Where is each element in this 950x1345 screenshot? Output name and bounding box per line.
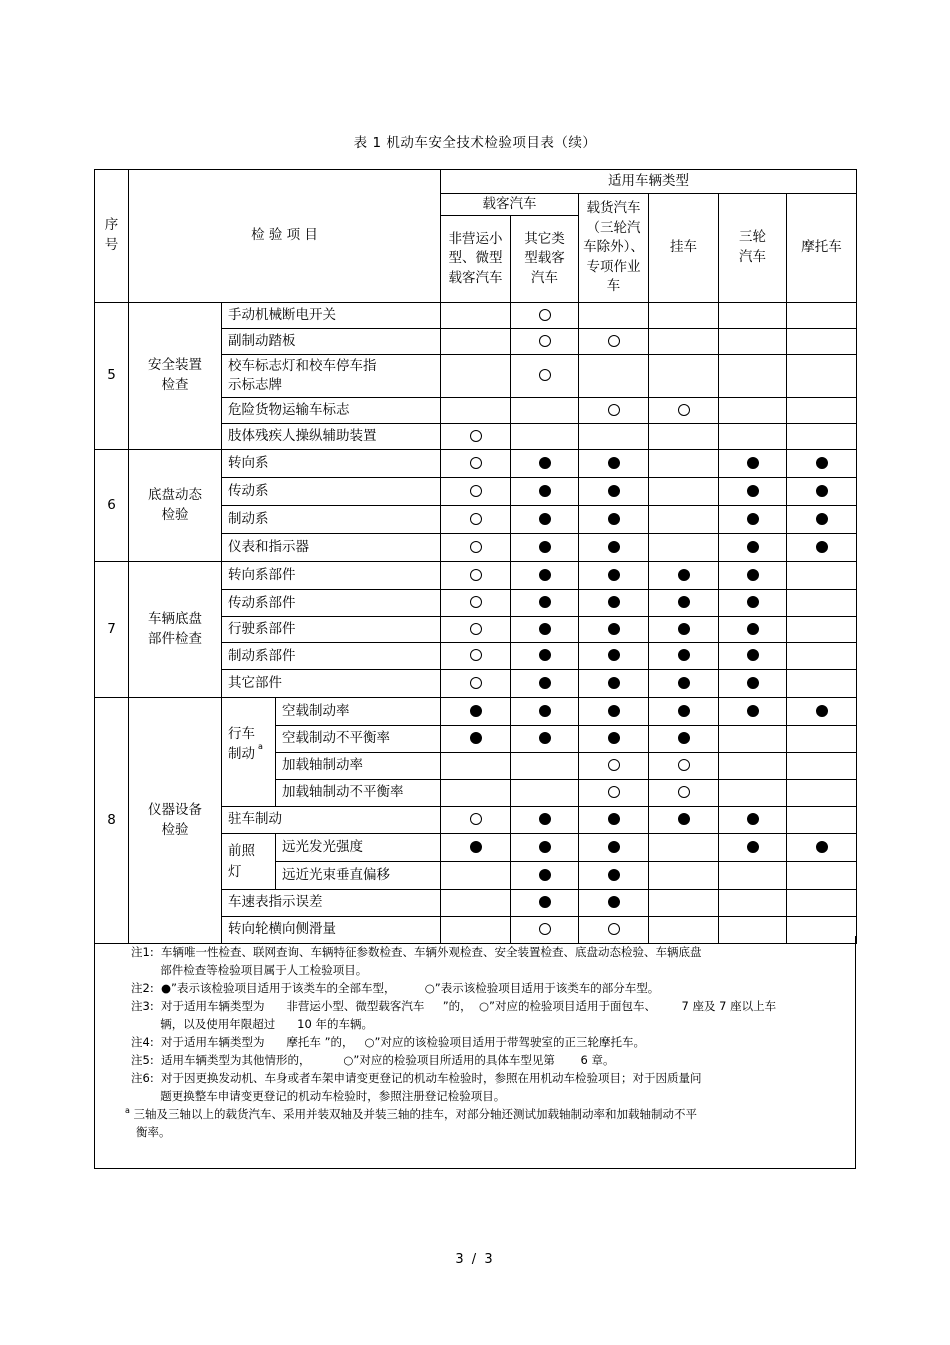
- mark-cell: [441, 590, 511, 617]
- mark-cell: [579, 590, 649, 617]
- partial-applicable-icon: [470, 649, 482, 661]
- mark-cell: [787, 506, 857, 534]
- mark-cell: [511, 753, 579, 780]
- mark-cell: [719, 617, 787, 643]
- mark-cell: [649, 807, 719, 834]
- mark-cell: [787, 617, 857, 643]
- mark-cell: [579, 303, 649, 329]
- mark-cell: [649, 643, 719, 670]
- header-item-text: 检 验 项 目: [251, 227, 318, 244]
- header-col2: 其它类 型载客 汽车: [511, 216, 579, 303]
- mark-cell: [511, 424, 579, 450]
- mark-cell: [441, 834, 511, 862]
- full-applicable-icon: [747, 541, 759, 553]
- mark-cell: [579, 450, 649, 478]
- partial-applicable-icon: [608, 335, 620, 347]
- mark-cell: [441, 780, 511, 807]
- full-applicable-icon: [539, 569, 551, 581]
- mark-cell: [441, 698, 511, 726]
- item-name: 远光发光强度: [276, 834, 441, 862]
- partial-applicable-icon: [608, 759, 620, 771]
- mark-cell: [787, 780, 857, 807]
- item-name: 校车标志灯和校车停车指 示标志牌: [222, 355, 441, 398]
- mark-cell: [441, 617, 511, 643]
- footnote: [125, 1105, 847, 1141]
- item-name: 副制动踏板: [222, 329, 441, 355]
- mark-cell: [719, 726, 787, 753]
- mark-cell: [511, 862, 579, 890]
- mark-cell: [719, 562, 787, 590]
- partial-applicable-icon: [470, 623, 482, 635]
- mark-cell: [511, 698, 579, 726]
- full-applicable-icon: [608, 813, 620, 825]
- header-col1: 非营运小 型、微型 载客汽车: [441, 216, 511, 303]
- full-applicable-icon: [608, 569, 620, 581]
- mark-cell: [787, 698, 857, 726]
- full-applicable-icon: [747, 513, 759, 525]
- mark-cell: [787, 643, 857, 670]
- mark-cell: [649, 753, 719, 780]
- full-applicable-icon: [678, 623, 690, 635]
- mark-cell: [649, 329, 719, 355]
- mark-cell: [649, 670, 719, 698]
- mark-cell: [649, 780, 719, 807]
- full-applicable-icon: [678, 677, 690, 689]
- full-applicable-icon: [678, 705, 690, 717]
- header-item: [129, 170, 441, 303]
- mark-cell: [579, 424, 649, 450]
- partial-applicable-icon: [470, 513, 482, 525]
- mark-cell: [787, 355, 857, 398]
- mark-cell: [719, 590, 787, 617]
- full-applicable-icon: [678, 649, 690, 661]
- full-applicable-icon: [608, 649, 620, 661]
- item-name: 远近光束垂直偏移: [276, 862, 441, 890]
- mark-cell: [719, 478, 787, 506]
- mark-cell: [441, 562, 511, 590]
- table-row: [95, 450, 857, 478]
- mark-cell: [787, 303, 857, 329]
- mark-cell: [441, 450, 511, 478]
- mark-cell: [719, 807, 787, 834]
- brake-label-text: 行车 制动: [228, 726, 255, 763]
- mark-cell: [441, 303, 511, 329]
- item-name: 空载制动率: [276, 698, 441, 726]
- full-applicable-icon: [608, 485, 620, 497]
- mark-cell: [511, 890, 579, 917]
- note-item: 注1: 车辆唯一性检查、联网查询、车辆特征参数检查、车辆外观检查、安全装置检查、底盘动态检验、车辆底盘 部件检查等检验项目属于人工检验项目。: [131, 945, 702, 977]
- mark-cell: [579, 562, 649, 590]
- mark-cell: [511, 303, 579, 329]
- partial-applicable-icon: [539, 335, 551, 347]
- full-applicable-icon: [470, 732, 482, 744]
- group-number: 5: [95, 303, 129, 450]
- full-applicable-icon: [539, 869, 551, 881]
- table-row: [95, 698, 857, 726]
- mark-cell: [441, 862, 511, 890]
- mark-cell: [649, 303, 719, 329]
- notes-list: [131, 943, 847, 1105]
- full-applicable-icon: [816, 705, 828, 717]
- full-applicable-icon: [539, 841, 551, 853]
- header-col6: 摩托车: [787, 194, 857, 303]
- item-name: 空载制动不平衡率: [276, 726, 441, 753]
- mark-cell: [649, 478, 719, 506]
- group-name: 底盘动态 检验: [129, 450, 222, 562]
- full-applicable-icon: [747, 677, 759, 689]
- page-number: 3 / 3: [455, 1252, 495, 1267]
- full-applicable-icon: [608, 677, 620, 689]
- mark-cell: [511, 780, 579, 807]
- mark-cell: [579, 329, 649, 355]
- item-name: 肢体残疾人操纵辅助装置: [222, 424, 441, 450]
- mark-cell: [787, 329, 857, 355]
- mark-cell: [511, 450, 579, 478]
- item-name: 传动系部件: [222, 590, 441, 617]
- item-name: 转向轮横向侧滑量: [222, 917, 441, 944]
- mark-cell: [511, 617, 579, 643]
- full-applicable-icon: [608, 457, 620, 469]
- mark-cell: [441, 329, 511, 355]
- mark-cell: [579, 398, 649, 424]
- item-name: 转向系: [222, 450, 441, 478]
- mark-cell: [579, 862, 649, 890]
- item-name: 仪表和指示器: [222, 534, 441, 562]
- brake-footnote-mark: a: [258, 742, 263, 752]
- mark-cell: [787, 726, 857, 753]
- mark-cell: [719, 780, 787, 807]
- mark-cell: [787, 450, 857, 478]
- group-name: 仪器设备 检验: [129, 698, 222, 944]
- mark-cell: [719, 890, 787, 917]
- mark-cell: [649, 562, 719, 590]
- full-applicable-icon: [608, 896, 620, 908]
- mark-cell: [787, 834, 857, 862]
- mark-cell: [649, 834, 719, 862]
- mark-cell: [441, 753, 511, 780]
- header-col3: 载货汽车 （三轮汽 车除外）、 专项作业 车: [579, 194, 649, 303]
- mark-cell: [787, 862, 857, 890]
- group-number: 7: [95, 562, 129, 698]
- mark-cell: [579, 698, 649, 726]
- header-applicable: 适用车辆类型: [441, 170, 857, 194]
- mark-cell: [441, 670, 511, 698]
- partial-applicable-icon: [608, 786, 620, 798]
- brake-label: [222, 698, 276, 807]
- mark-cell: [719, 534, 787, 562]
- mark-cell: [579, 780, 649, 807]
- full-applicable-icon: [539, 513, 551, 525]
- mark-cell: [441, 890, 511, 917]
- mark-cell: [787, 398, 857, 424]
- mark-cell: [579, 834, 649, 862]
- mark-cell: [511, 478, 579, 506]
- mark-cell: [441, 726, 511, 753]
- mark-cell: [441, 355, 511, 398]
- partial-applicable-icon: [470, 430, 482, 442]
- mark-cell: [511, 534, 579, 562]
- full-applicable-icon: [539, 485, 551, 497]
- full-applicable-icon: [608, 732, 620, 744]
- full-applicable-icon: [816, 485, 828, 497]
- full-applicable-icon: [747, 841, 759, 853]
- footnote-text: 三轴及三轴以上的载货汽车、采用并装双轴及并装三轴的挂车，对部分轴还测试加载轴制动率和加载轴制动不平 衡率。: [133, 1107, 698, 1139]
- partial-applicable-icon: [470, 569, 482, 581]
- partial-applicable-icon: [470, 813, 482, 825]
- full-applicable-icon: [747, 485, 759, 497]
- group-number: 8: [95, 698, 129, 944]
- header-col5: 三轮 汽车: [719, 194, 787, 303]
- item-name: 行驶系部件: [222, 617, 441, 643]
- mark-cell: [787, 478, 857, 506]
- mark-cell: [579, 643, 649, 670]
- mark-cell: [787, 807, 857, 834]
- mark-cell: [511, 726, 579, 753]
- partial-applicable-icon: [678, 404, 690, 416]
- item-name: 手动机械断电开关: [222, 303, 441, 329]
- table-row: [95, 562, 857, 590]
- group-name: 车辆底盘 部件检查: [129, 562, 222, 698]
- notes-box: [94, 936, 856, 1169]
- mark-cell: [719, 355, 787, 398]
- full-applicable-icon: [816, 841, 828, 853]
- mark-cell: [719, 398, 787, 424]
- mark-cell: [649, 890, 719, 917]
- partial-applicable-icon: [470, 541, 482, 553]
- mark-cell: [511, 562, 579, 590]
- partial-applicable-icon: [539, 369, 551, 381]
- inspection-table: [94, 169, 857, 944]
- mark-cell: [649, 726, 719, 753]
- full-applicable-icon: [747, 813, 759, 825]
- partial-applicable-icon: [608, 404, 620, 416]
- full-applicable-icon: [747, 649, 759, 661]
- mark-cell: [441, 398, 511, 424]
- full-applicable-icon: [608, 623, 620, 635]
- mark-cell: [441, 534, 511, 562]
- full-applicable-icon: [608, 596, 620, 608]
- note-item: 注5: 适用车辆类型为其他情形的， ○”对应的检验项目所适用的具体车型见第 6 章。: [131, 1053, 615, 1067]
- full-applicable-icon: [539, 677, 551, 689]
- item-name: 制动系部件: [222, 643, 441, 670]
- mark-cell: [579, 670, 649, 698]
- note-item: 注4: 对于适用车辆类型为 摩托车 ”的， ○”对应的该检验项目适用于带驾驶室的正三轮摩托车。: [131, 1035, 646, 1049]
- full-applicable-icon: [470, 841, 482, 853]
- partial-applicable-icon: [608, 923, 620, 935]
- mark-cell: [787, 890, 857, 917]
- full-applicable-icon: [816, 513, 828, 525]
- mark-cell: [579, 617, 649, 643]
- mark-cell: [649, 862, 719, 890]
- mark-cell: [649, 506, 719, 534]
- full-applicable-icon: [816, 541, 828, 553]
- mark-cell: [649, 617, 719, 643]
- full-applicable-icon: [539, 649, 551, 661]
- mark-cell: [649, 590, 719, 617]
- full-applicable-icon: [747, 623, 759, 635]
- mark-cell: [649, 355, 719, 398]
- header-passenger: 载客汽车: [441, 194, 579, 216]
- partial-applicable-icon: [678, 759, 690, 771]
- mark-cell: [511, 506, 579, 534]
- mark-cell: [787, 590, 857, 617]
- full-applicable-icon: [608, 705, 620, 717]
- mark-cell: [441, 506, 511, 534]
- full-applicable-icon: [470, 705, 482, 717]
- mark-cell: [511, 807, 579, 834]
- full-applicable-icon: [678, 596, 690, 608]
- header-col4: 挂车: [649, 194, 719, 303]
- mark-cell: [719, 506, 787, 534]
- partial-applicable-icon: [539, 923, 551, 935]
- mark-cell: [787, 424, 857, 450]
- full-applicable-icon: [539, 596, 551, 608]
- mark-cell: [511, 398, 579, 424]
- full-applicable-icon: [678, 569, 690, 581]
- full-applicable-icon: [608, 513, 620, 525]
- full-applicable-icon: [539, 705, 551, 717]
- mark-cell: [787, 670, 857, 698]
- headlight-label: 前照 灯: [222, 834, 276, 890]
- mark-cell: [441, 643, 511, 670]
- mark-cell: [579, 478, 649, 506]
- mark-cell: [511, 834, 579, 862]
- full-applicable-icon: [678, 732, 690, 744]
- mark-cell: [649, 450, 719, 478]
- mark-cell: [787, 562, 857, 590]
- full-applicable-icon: [816, 457, 828, 469]
- mark-cell: [649, 398, 719, 424]
- item-name: 危险货物运输车标志: [222, 398, 441, 424]
- mark-cell: [719, 753, 787, 780]
- full-applicable-icon: [608, 869, 620, 881]
- full-applicable-icon: [747, 596, 759, 608]
- mark-cell: [511, 355, 579, 398]
- mark-cell: [579, 355, 649, 398]
- full-applicable-icon: [539, 896, 551, 908]
- partial-applicable-icon: [539, 309, 551, 321]
- mark-cell: [719, 424, 787, 450]
- mark-cell: [441, 807, 511, 834]
- header-seq: [95, 170, 129, 303]
- full-applicable-icon: [678, 813, 690, 825]
- header-seq-text: 序 号: [104, 217, 119, 253]
- mark-cell: [719, 329, 787, 355]
- full-applicable-icon: [539, 457, 551, 469]
- mark-cell: [787, 753, 857, 780]
- table-row: [95, 303, 857, 329]
- table-title: 表 1 机动车安全技术检验项目表（续）: [353, 135, 597, 151]
- mark-cell: [649, 698, 719, 726]
- mark-cell: [719, 450, 787, 478]
- item-name: 其它部件: [222, 670, 441, 698]
- full-applicable-icon: [747, 705, 759, 717]
- mark-cell: [719, 670, 787, 698]
- item-name: 车速表指示误差: [222, 890, 441, 917]
- mark-cell: [719, 643, 787, 670]
- item-name: 加载轴制动不平衡率: [276, 780, 441, 807]
- mark-cell: [511, 590, 579, 617]
- item-name: 加载轴制动率: [276, 753, 441, 780]
- full-applicable-icon: [747, 569, 759, 581]
- mark-cell: [787, 534, 857, 562]
- mark-cell: [719, 862, 787, 890]
- mark-cell: [579, 753, 649, 780]
- note-item: 注6: 对于因更换发动机、车身或者车架申请变更登记的机动车检验时，参照在用机动车检验项目；对于因质量问 题更换整车申请变更登记的机动车检验时，参照注册登记检验项目。: [131, 1071, 702, 1103]
- group-number: 6: [95, 450, 129, 562]
- mark-cell: [649, 534, 719, 562]
- mark-cell: [511, 670, 579, 698]
- mark-cell: [511, 643, 579, 670]
- partial-applicable-icon: [470, 457, 482, 469]
- mark-cell: [719, 698, 787, 726]
- mark-cell: [579, 807, 649, 834]
- note-item: 注3: 对于适用车辆类型为 非营运小型、微型载客汽车 ”的， ○”对应的检验项目适用于面包车、 7 座及 7 座以上车 辆，以及使用年限超过 10 年的车辆。: [131, 999, 777, 1031]
- partial-applicable-icon: [470, 485, 482, 497]
- mark-cell: [649, 424, 719, 450]
- full-applicable-icon: [608, 841, 620, 853]
- mark-cell: [579, 726, 649, 753]
- mark-cell: [579, 534, 649, 562]
- partial-applicable-icon: [470, 677, 482, 689]
- full-applicable-icon: [539, 732, 551, 744]
- mark-cell: [719, 303, 787, 329]
- full-applicable-icon: [747, 457, 759, 469]
- note-item: 注2: ●”表示该检验项目适用于该类车的全部车型， ○”表示该检验项目适用于该类车的部分车型。: [131, 981, 660, 995]
- full-applicable-icon: [608, 541, 620, 553]
- item-name: 驻车制动: [222, 807, 441, 834]
- partial-applicable-icon: [678, 786, 690, 798]
- mark-cell: [579, 506, 649, 534]
- partial-applicable-icon: [470, 596, 482, 608]
- mark-cell: [441, 478, 511, 506]
- item-name: 制动系: [222, 506, 441, 534]
- mark-cell: [719, 834, 787, 862]
- mark-cell: [441, 424, 511, 450]
- item-name: 转向系部件: [222, 562, 441, 590]
- full-applicable-icon: [539, 541, 551, 553]
- item-name: 传动系: [222, 478, 441, 506]
- full-applicable-icon: [539, 813, 551, 825]
- group-name: 安全装置 检查: [129, 303, 222, 450]
- mark-cell: [579, 890, 649, 917]
- full-applicable-icon: [539, 623, 551, 635]
- footnote-mark: a: [125, 1106, 130, 1115]
- mark-cell: [511, 329, 579, 355]
